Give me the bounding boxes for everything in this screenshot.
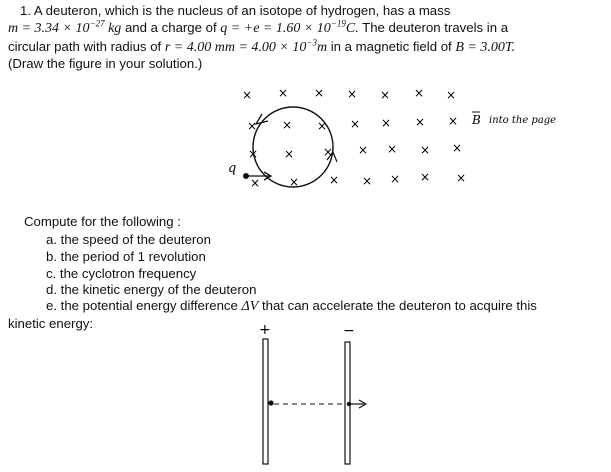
field-x-marker: × bbox=[247, 147, 259, 161]
field-x-marker: × bbox=[419, 170, 431, 184]
field-x-marker: × bbox=[241, 88, 253, 102]
field-x-marker: × bbox=[414, 115, 426, 129]
plate-particle bbox=[268, 400, 273, 405]
field-x-marker: × bbox=[349, 117, 361, 131]
field-x-marker: × bbox=[322, 145, 334, 159]
field-x-marker: × bbox=[379, 88, 391, 102]
field-x-marker: × bbox=[328, 173, 340, 187]
field-x-marker: × bbox=[313, 86, 325, 100]
field-x-marker: × bbox=[419, 143, 431, 157]
field-x-marker: × bbox=[249, 176, 261, 190]
field-expression: B = 3.00T. bbox=[455, 40, 516, 55]
field-x-marker: × bbox=[447, 114, 459, 128]
field-x-marker: × bbox=[386, 142, 398, 156]
field-x-marker: × bbox=[316, 119, 328, 133]
problem-line-2: $m = 3.34 \times 10^{-27}$ kg and a charge of $q = +e = 1.60 \times 10^{-19}C$. The deuteron travels in a bbox=[8, 18, 509, 36]
field-x-marker: × bbox=[445, 88, 457, 102]
parallel-plates bbox=[259, 322, 366, 464]
field-x-marker: × bbox=[277, 86, 289, 100]
compute-item-a: a. the speed of the deuteron bbox=[46, 232, 211, 247]
charge-expression: $q = +e = 1.60 \times 10^{-19}C$. bbox=[220, 18, 359, 36]
exit-particle bbox=[347, 402, 351, 406]
mass-expression: $m = 3.34 \times 10^{-27}$ kg bbox=[8, 18, 122, 36]
field-x-marker: × bbox=[281, 118, 293, 132]
field-x-marker: × bbox=[361, 174, 373, 188]
field-x-marker: × bbox=[389, 172, 401, 186]
field-x-marker: × bbox=[451, 141, 463, 155]
compute-item-c: c. the cyclotron frequency bbox=[46, 266, 197, 281]
plus-sign: + bbox=[259, 322, 271, 338]
b-field-symbol: B bbox=[472, 113, 481, 127]
radius-expression: r = 4.00 mm = $4.00 \times 10^{-3}m$ bbox=[164, 37, 328, 55]
problem-line-4: (Draw the figure in your solution.) bbox=[8, 56, 203, 71]
charge-label: q bbox=[228, 161, 237, 176]
path-direction-arrow bbox=[256, 114, 268, 124]
field-x-marker: × bbox=[413, 86, 425, 100]
field-x-marker: × bbox=[346, 87, 358, 101]
compute-item-e: e. the potential energy difference ΔV that can accelerate the deuteron to acquire this bbox=[46, 298, 537, 314]
field-x-marker: × bbox=[246, 119, 258, 133]
problem-line-3: circular path with radius of r = 4.00 mm = $4.00 \times 10^{-3}m$ in a magnetic field of B = 3.00T. bbox=[8, 37, 516, 55]
compute-item-d: d. the kinetic energy of the deuteron bbox=[46, 282, 257, 297]
field-x-marker: × bbox=[380, 116, 392, 130]
field-x-marker: × bbox=[357, 143, 369, 157]
field-x-marker: × bbox=[455, 171, 467, 185]
delta-v-symbol: ΔV bbox=[241, 299, 259, 314]
field-x-marker: × bbox=[283, 147, 295, 161]
field-markers bbox=[242, 86, 466, 190]
minus-sign: − bbox=[343, 323, 355, 339]
compute-heading: Compute for the following : bbox=[24, 214, 181, 229]
field-x-marker: × bbox=[288, 175, 300, 189]
compute-item-e-continued: kinetic energy: bbox=[8, 316, 94, 331]
problem-line-1: 1. A deuteron, which is the nucleus of an isotope of hydrogen, has a mass bbox=[20, 3, 451, 18]
compute-item-b: b. the period of 1 revolution bbox=[46, 249, 206, 264]
positive-plate bbox=[263, 339, 268, 464]
b-field-note: into the page bbox=[489, 115, 557, 126]
